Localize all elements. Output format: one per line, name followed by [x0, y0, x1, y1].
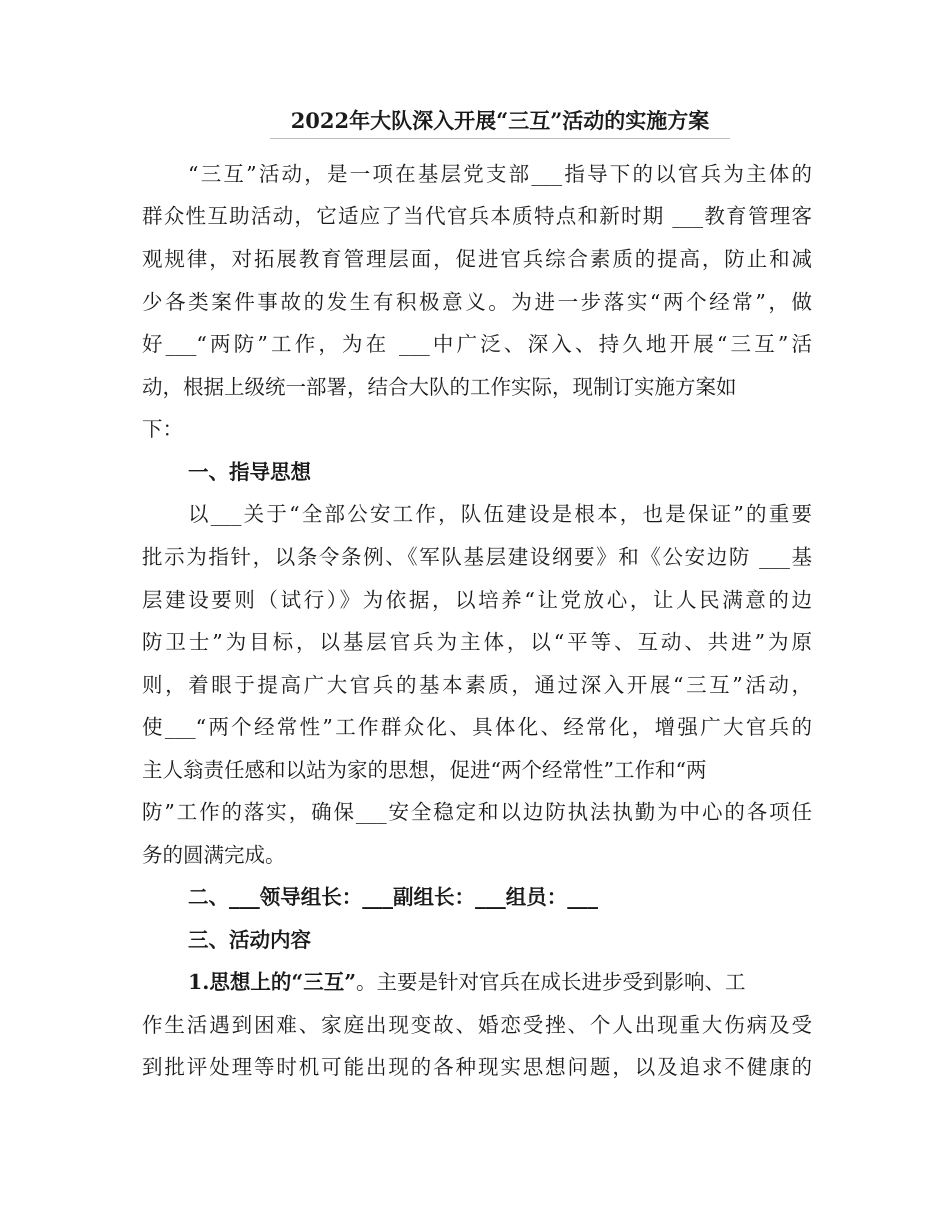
item1-line: 作生活遇到困难、家庭出现变故、婚恋受挫、个人出现重大伤病及受 [142, 1013, 812, 1037]
section1-line: 主人翁责任感和以站为家的思想，促进“两个经常性”工作和“两 [142, 758, 707, 782]
section1-line: 则，着眼于提高广大官兵的基本素质，通过深入开展“三互”活动， [142, 673, 812, 697]
intro-line: 群众性互助活动，它适应了当代官兵本质特点和新时期 ___教育管理客 [142, 204, 812, 228]
intro-line: “三互”活动，是一项在基层党支部___指导下的以官兵为主体的 [188, 162, 812, 186]
section1-line: 以___关于“全部公安工作，队伍建设是根本，也是保证”的重要 [188, 502, 812, 526]
intro-line: 动，根据上级统一部署，结合大队的工作实际，现制订实施方案如 [142, 375, 737, 399]
section1-line: 防”工作的落实，确保___安全稳定和以边防执法执勤为中心的各项任 [142, 800, 812, 824]
intro-line: 好___“两防”工作，为在 ___中广泛、深入、持久地开展“三互”活 [142, 332, 812, 356]
document-title: 2022年大队深入开展“三互”活动的实施方案 [270, 104, 730, 139]
item1-text: 。主要是针对官兵在成长进步受到影响、工 [355, 970, 746, 994]
item1-lead: 1.思想上的“三互” [188, 970, 356, 994]
item1-line: 到批评处理等时机可能出现的各种现实思想问题，以及追求不健康的 [142, 1055, 812, 1079]
section1-line: 务的圆满完成。 [142, 843, 286, 867]
section-heading-activity-content: 三、活动内容 [188, 928, 311, 952]
section1-line: 批示为指针，以条令条例、《军队基层建设纲要》和《公安边防 ___基 [142, 545, 812, 569]
intro-line: 观规律，对拓展教育管理层面，促进官兵综合素质的提高，防止和减 [142, 247, 812, 271]
intro-line: 少各类案件事故的发生有积极意义。为进一步落实“两个经常”，做 [142, 290, 812, 314]
section-heading-guiding-thought: 一、指导思想 [188, 460, 311, 484]
section1-line: 层建设要则（试行）》为依据，以培养“让党放心，让人民满意的边 [142, 588, 812, 612]
section1-line: 防卫士”为目标，以基层官兵为主体，以“平等、互动、共进”为原 [142, 630, 812, 654]
section-heading-leadership: 二、___领导组长：___副组长：___组员：___ [188, 885, 598, 909]
intro-line: 下： [142, 417, 183, 441]
section1-line: 使___“两个经常性”工作群众化、具体化、经常化，增强广大官兵的 [142, 715, 812, 739]
item1-first-line [188, 962, 812, 1002]
